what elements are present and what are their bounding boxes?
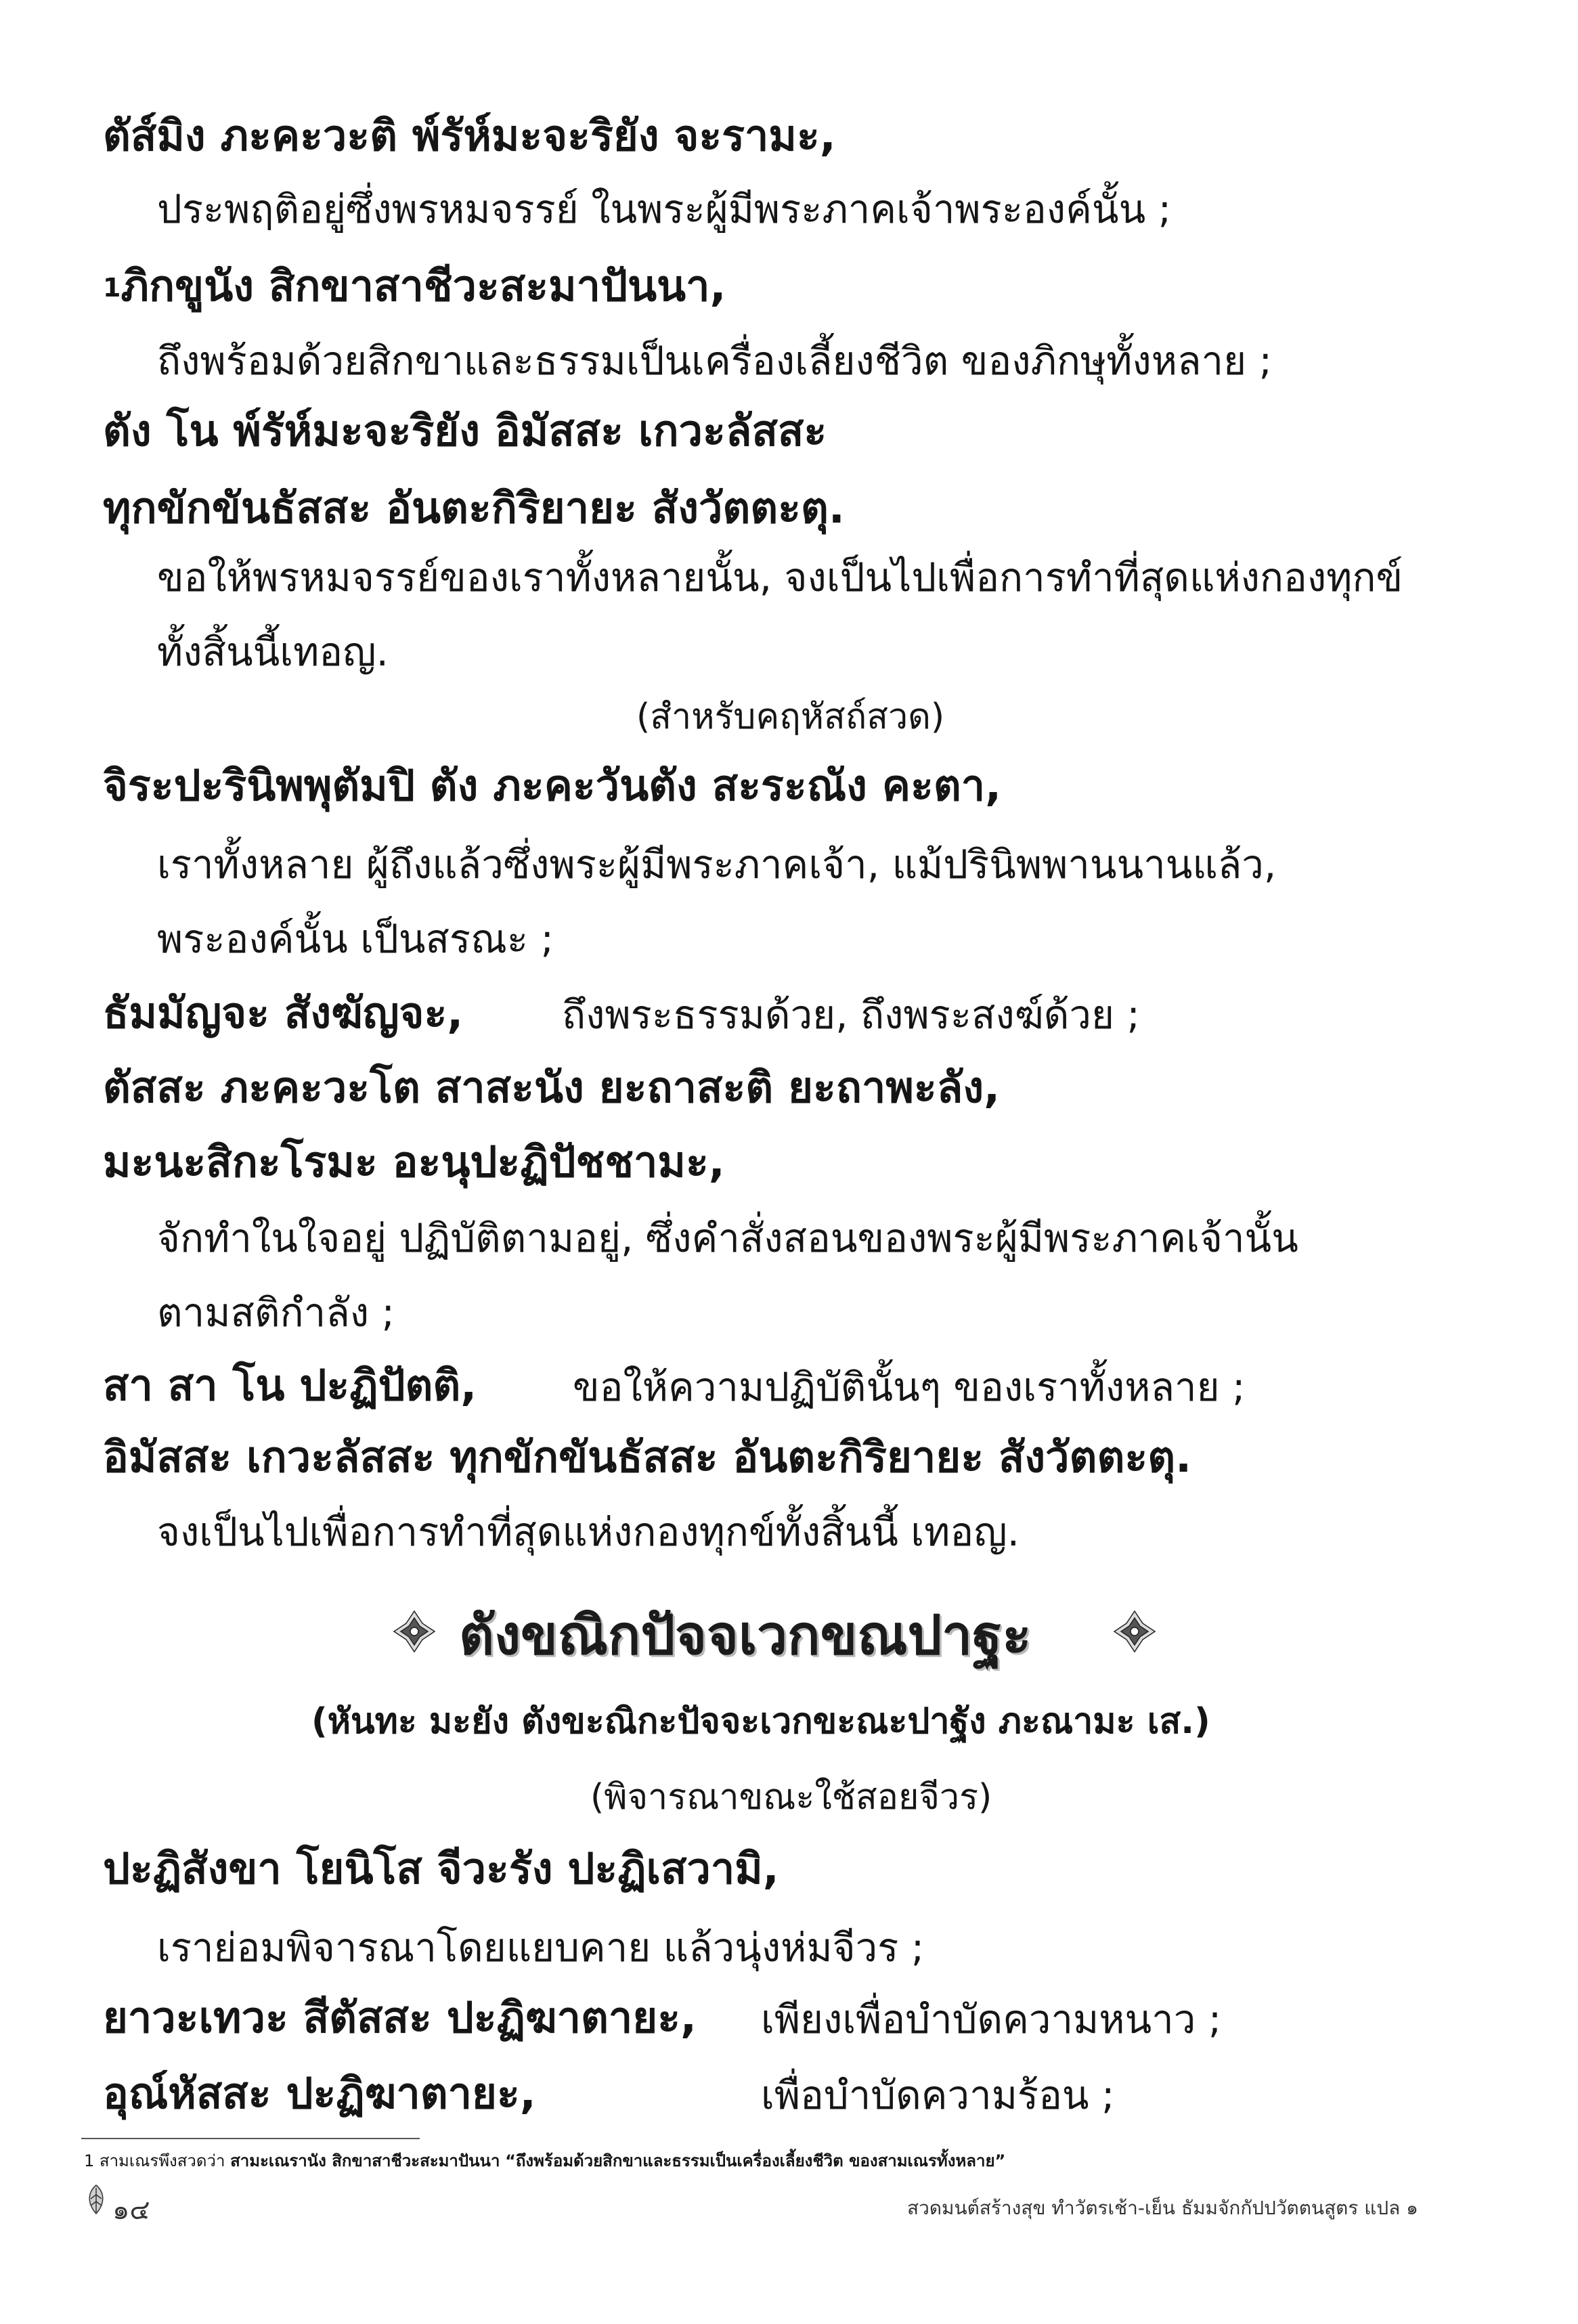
- pali-line-9: สา สา โน ปะฏิปัตติ,: [103, 1361, 477, 1410]
- footnote-pali: สามะเณรานัง สิกขาสาชีวะสะมาปันนา: [230, 2151, 500, 2170]
- footnote-number: 1: [84, 2151, 95, 2170]
- pali-line-10: อิมัสสะ เกวะลัสสะ ทุกขักขันธัสสะ อันตะกิริยายะ สังวัตตะตุ.: [103, 1432, 1192, 1482]
- pali-line-1: ตัส์มิง ภะคะวะติ พ์รัห์มะจะริยัง จะรามะ,: [103, 111, 836, 160]
- footer-book-title: [907, 2193, 1418, 2223]
- pali-line-13: อุณ์หัสสะ ปะฏิฆาตายะ,: [103, 2069, 536, 2118]
- section-subtitle: (หันทะ มะยัง ตังขะณิกะปัจจะเวกขะณะปาฐัง ภะณามะ เส.): [311, 1701, 1210, 1742]
- footnote-divider: [81, 2138, 420, 2139]
- translation-line-8: จงเป็นไปเพื่อการทำที่สุดแห่งกองทุกข์ทั้งสิ้นนี้ เทอญ.: [157, 1509, 1020, 1555]
- pali-line-12: ยาวะเทวะ สีตัสสะ ปะฏิฆาตายะ,: [103, 1993, 697, 2042]
- translation-line-1: ประพฤติอยู่ซึ่งพรหมจรรย์ ในพระผู้มีพระภาคเจ้าพระองค์นั้น ;: [157, 186, 1172, 232]
- footnote: [84, 2147, 1005, 2174]
- pali-line-5: จิระปะรินิพพุตัมปิ ตัง ภะคะวันตัง สะระณัง คะตา,: [103, 761, 1002, 810]
- pali-line-11: ปะฏิสังขา โยนิโส จีวะรัง ปะฏิเสวามิ,: [103, 1844, 779, 1893]
- leaf-ornament-icon: [84, 2184, 108, 2215]
- translation-line-11: เพื่อบำบัดความร้อน ;: [761, 2072, 1115, 2118]
- pali-line-3: ตัง โน พ์รัห์มะจะริยัง อิมัสสะ เกวะลัสสะ: [103, 406, 827, 456]
- page-number: ๑๔: [112, 2195, 150, 2226]
- pali-line-4: ทุกขักขันธัสสะ อันตะกิริยายะ สังวัตตะตุ.: [103, 483, 845, 533]
- footnote-marker: 1: [103, 273, 121, 303]
- translation-line-4: เราทั้งหลาย ผู้ถึงแล้วซึ่งพระผู้มีพระภาคเจ้า, แม้ปรินิพพานนานแล้ว,: [157, 841, 1277, 887]
- ornament-left-icon: [393, 1610, 436, 1653]
- householder-note: (สำหรับคฤหัสถ์สวด): [636, 697, 945, 737]
- section-title: ตังขณิกปัจจเวกขณปาฐะ: [459, 1604, 1032, 1667]
- translation-line-4b: พระองค์นั้น เป็นสรณะ ;: [157, 916, 554, 962]
- translation-line-6: จักทำในใจอยู่ ปฏิบัติตามอยู่, ซึ่งคำสั่งสอนของพระผู้มีพระภาคเจ้านั้น: [157, 1215, 1298, 1261]
- pali-line-7: ตัสสะ ภะคะวะโต สาสะนัง ยะถาสะติ ยะถาพะลัง,: [103, 1063, 1001, 1112]
- translation-line-7: ขอให้ความปฏิบัตินั้นๆ ของเราทั้งหลาย ;: [573, 1364, 1246, 1410]
- footer-book-title-text: สวดมนต์สร้างสุข ทำวัตรเช้า-เย็น ธัมมจักกัปปวัตตนสูตร แปล: [907, 2197, 1401, 2219]
- pali-line-2: [103, 252, 726, 320]
- translation-line-2: ถึงพร้อมด้วยสิกขาและธรรมเป็นเครื่องเลี้ยงชีวิต ของภิกษุทั้งหลาย ;: [157, 338, 1273, 384]
- footer-mark: ๑: [1406, 2197, 1418, 2219]
- pali-line-8: มะนะสิกะโรมะ อะนุปะฏิปัชชามะ,: [103, 1137, 725, 1187]
- translation-line-5: ถึงพระธรรมด้วย, ถึงพระสงฆ์ด้วย ;: [562, 992, 1140, 1038]
- section-note: (พิจารณาขณะใช้สอยจีวร): [590, 1777, 992, 1818]
- translation-line-10: เพียงเพื่อบำบัดความหนาว ;: [761, 1996, 1222, 2042]
- pali-line-2-text: ภิกขูนัง สิกขาสาชีวะสะมาปันนา,: [120, 261, 726, 311]
- translation-line-9: เราย่อมพิจารณาโดยแยบคาย แล้วนุ่งห่มจีวร ;: [157, 1925, 925, 1971]
- ornament-right-icon: [1113, 1610, 1156, 1653]
- translation-line-6b: ตามสติกำลัง ;: [157, 1290, 395, 1336]
- footnote-lead: สามเณรพึงสวดว่า: [99, 2151, 225, 2170]
- translation-line-3: ขอให้พรหมจรรย์ของเราทั้งหลายนั้น, จงเป็นไปเพื่อการทำที่สุดแห่งกองทุกข์: [157, 554, 1403, 600]
- translation-line-3b: ทั้งสิ้นนี้เทอญ.: [157, 629, 389, 675]
- footnote-translation: “ถึงพร้อมด้วยสิกขาและธรรมเป็นเครื่องเลี้ยงชีวิต ของสามเณรทั้งหลาย”: [505, 2151, 1006, 2170]
- pali-line-6: ธัมมัญจะ สังฆัญจะ,: [103, 988, 464, 1038]
